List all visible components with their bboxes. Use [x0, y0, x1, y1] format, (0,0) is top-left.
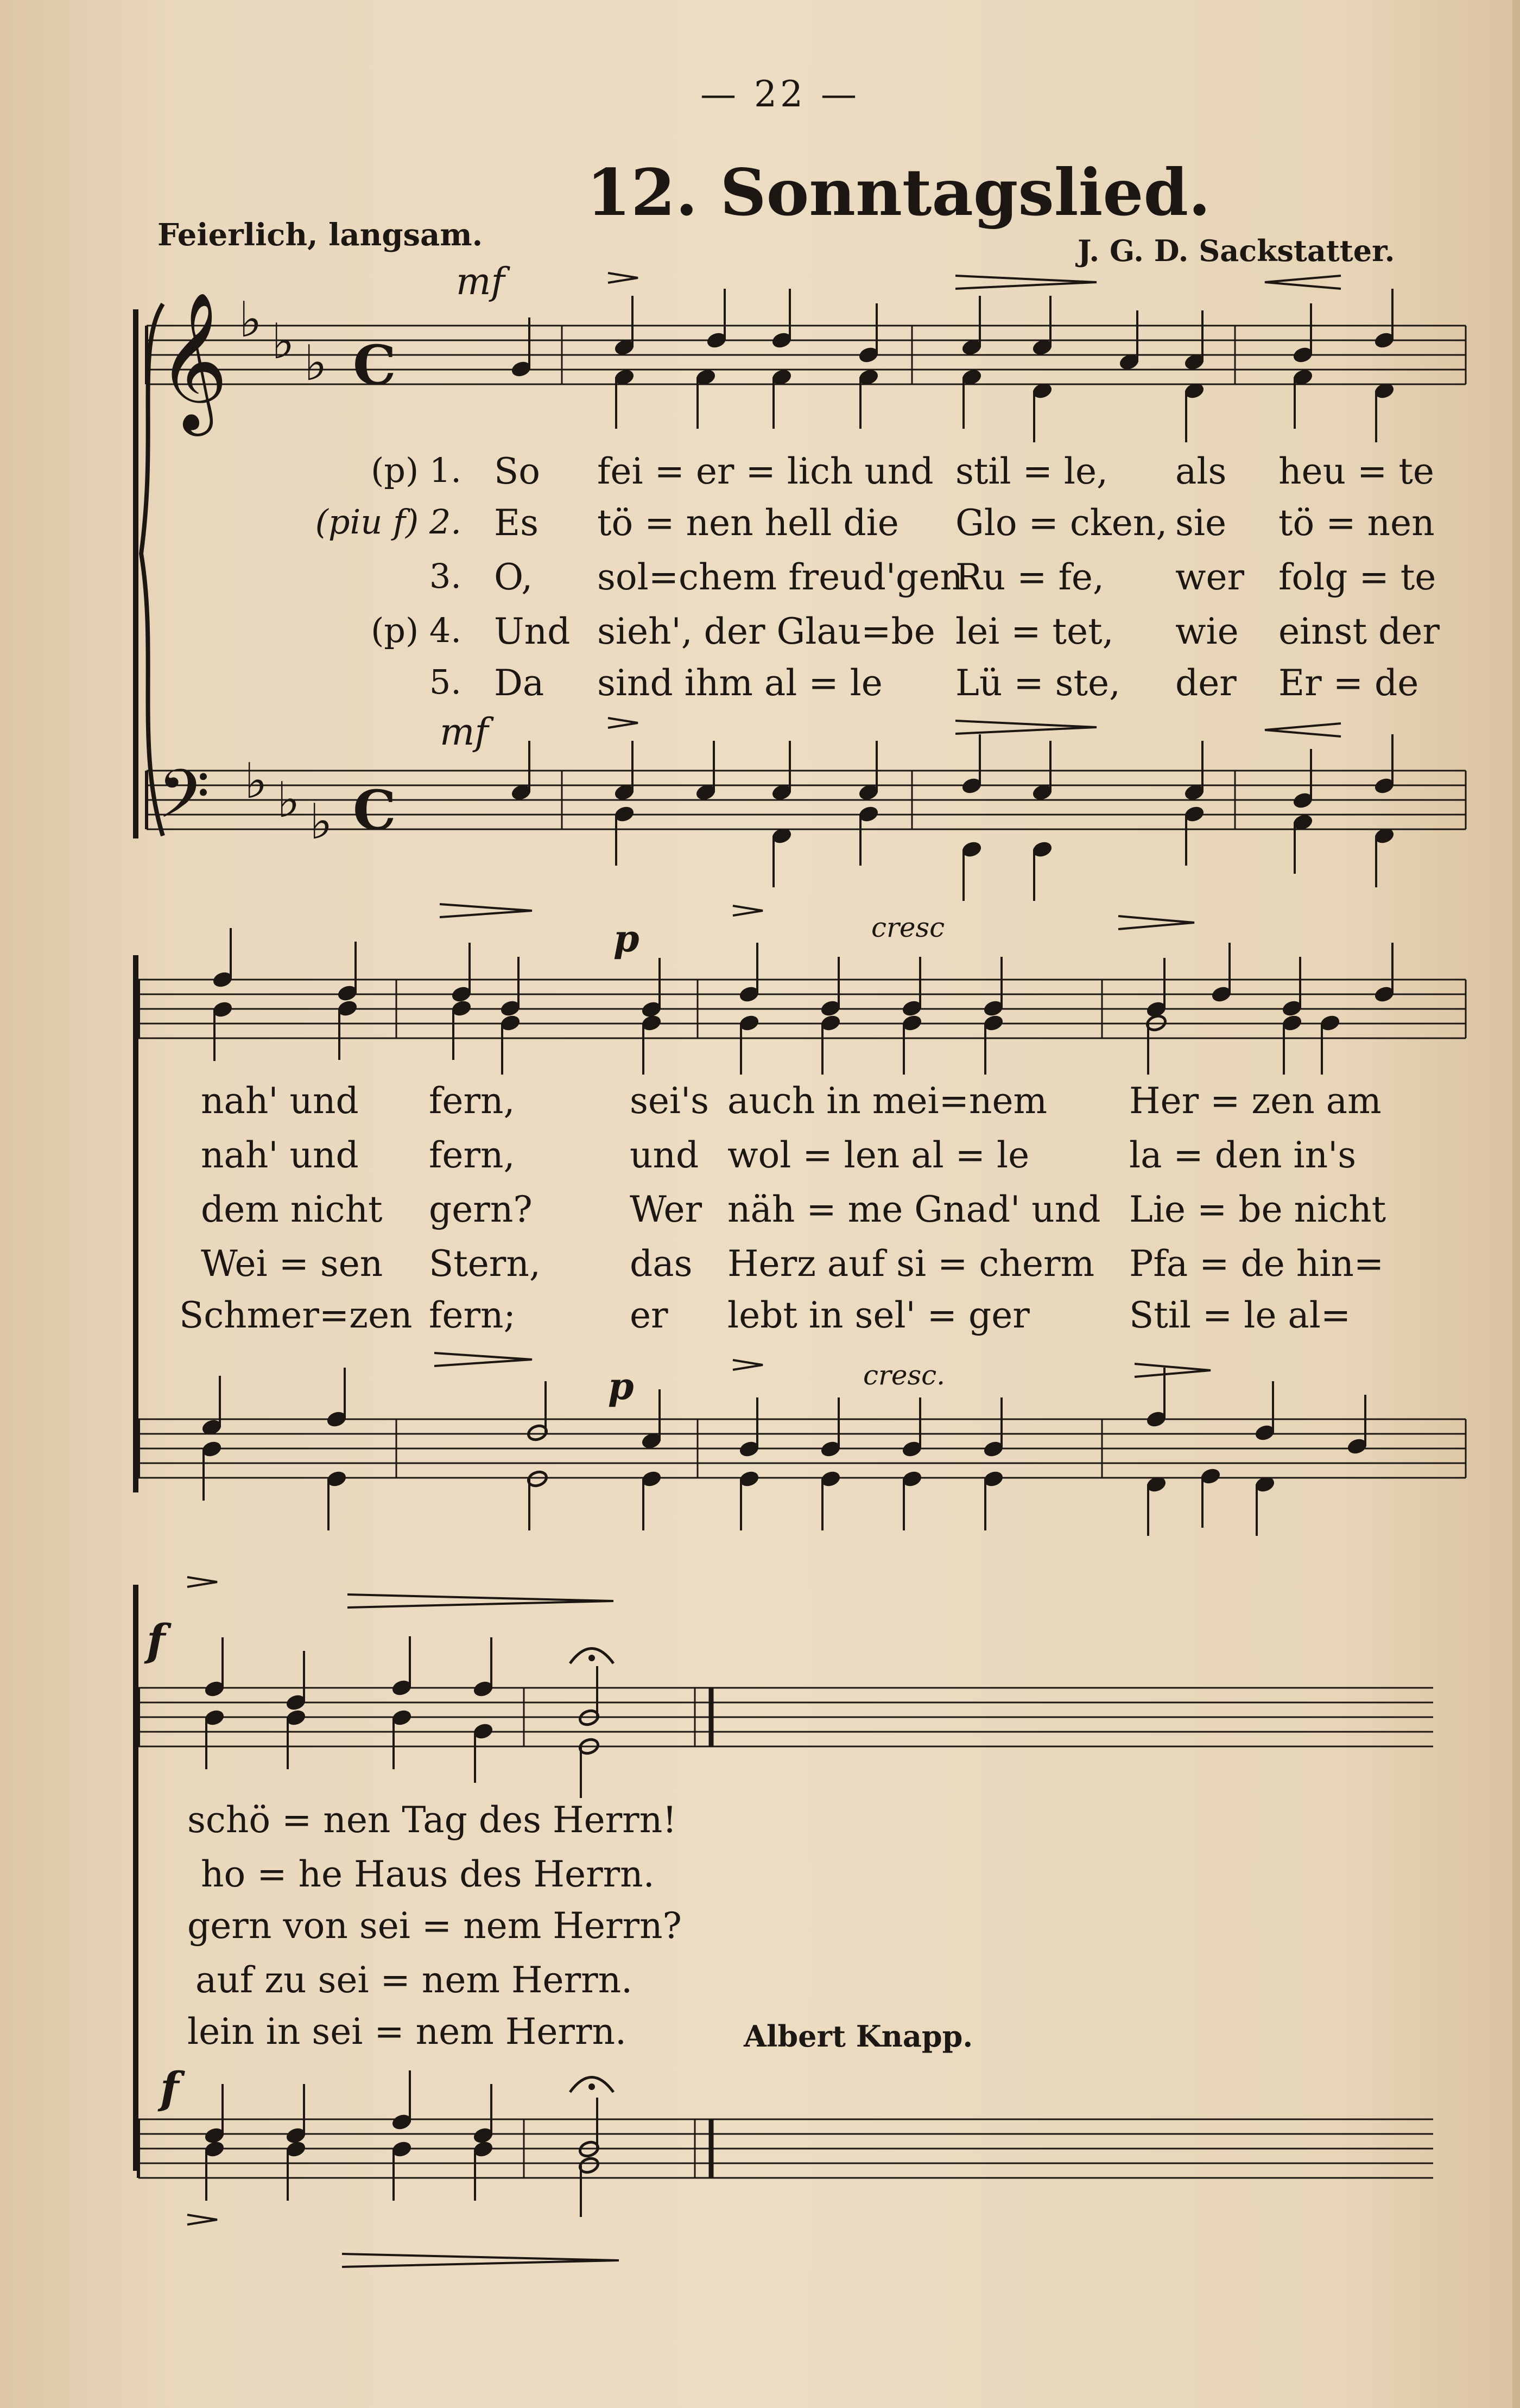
lyric-s1-v2-b: tö = nen hell die — [597, 502, 899, 544]
decrescendo-hairpin — [955, 721, 1097, 734]
dynamic-p-system2: p — [613, 917, 639, 961]
lyric-s2-v5-c: er — [630, 1294, 668, 1336]
flat-icon: ♭ — [309, 793, 333, 850]
lyric-s1-v2-d: sie — [1175, 502, 1227, 544]
lyric-s2-v3-d: näh = me Gnad' und — [727, 1189, 1101, 1230]
flat-icon: ♭ — [271, 313, 295, 370]
lyric-s1-v1-b: fei = er = lich und — [597, 450, 934, 492]
dynamic-mf-bass: mf — [440, 711, 489, 754]
song-title: 12. Sonntagslied. — [586, 155, 1211, 230]
fermata-dot — [588, 2083, 595, 2090]
accent-mark — [733, 906, 763, 916]
lyric-s2-v4-d: Herz auf si = cherm — [727, 1243, 1095, 1285]
lyric-s2-v4-a: Wei = sen — [201, 1243, 383, 1285]
verse-label-3: 3. — [429, 556, 461, 596]
accent-mark — [608, 273, 638, 283]
lyric-s1-v1-e: heu = te — [1278, 450, 1434, 492]
dynamic-cresc-system2: cresc — [871, 912, 945, 943]
lyric-s2-v2-c: und — [630, 1134, 699, 1176]
lyric-s2-v2-d: wol = len al = le — [727, 1134, 1030, 1176]
dynamic-f-system3: f — [147, 1615, 166, 1666]
lyric-s2-v1-e: Her = zen am — [1129, 1080, 1382, 1122]
lyric-s1-v4-b: sieh', der Glau=be — [597, 611, 935, 652]
flat-icon: ♭ — [277, 772, 300, 829]
lyric-s1-v5-c: Lü = ste, — [955, 662, 1121, 704]
lyric-s1-v3-a: O, — [494, 556, 533, 598]
decrescendo-hairpin — [1118, 916, 1194, 929]
lyric-s2-v2-a: nah' und — [201, 1134, 359, 1176]
lyric-s2-v2-b: fern, — [429, 1134, 515, 1176]
accent-mark — [733, 1360, 763, 1370]
lyric-s2-v4-b: Stern, — [429, 1243, 541, 1285]
page-number: — 22 — — [700, 73, 860, 115]
lyric-s2-v1-a: nah' und — [201, 1080, 359, 1122]
lyric-s1-v5-e: Er = de — [1278, 662, 1419, 704]
lyric-s2-v5-b: fern; — [429, 1294, 516, 1336]
flat-icon: ♭ — [304, 335, 327, 392]
lyric-s1-v3-e: folg = te — [1278, 556, 1436, 598]
lyric-s3-v4: auf zu sei = nem Herrn. — [195, 1959, 633, 2001]
dynamic-f-system3-bass: f — [160, 2062, 179, 2113]
flat-icon: ♭ — [244, 753, 268, 810]
verse-label-1: (p) 1. — [371, 450, 461, 490]
lyric-s1-v4-c: lei = tet, — [955, 611, 1114, 652]
decrescendo-hairpin — [434, 1353, 532, 1366]
lyric-s2-v5-a: Schmer=zen — [179, 1294, 413, 1336]
lyric-s2-v4-e: Pfa = de hin= — [1129, 1243, 1384, 1285]
lyric-s1-v5-a: Da — [494, 662, 544, 704]
verse-label-2: (piu f) 2. — [315, 502, 461, 542]
decrescendo-hairpin — [342, 2254, 619, 2267]
crescendo-hairpin — [1265, 723, 1341, 736]
lyric-s1-v4-a: Und — [494, 611, 571, 652]
lyric-s1-v1-c: stil = le, — [955, 450, 1109, 492]
lyric-s1-v2-a: Es — [494, 502, 539, 544]
lyric-s2-v3-e: Lie = be nicht — [1129, 1189, 1386, 1230]
lyric-s3-v3: gern von sei = nem Herrn? — [187, 1905, 682, 1947]
lyric-s1-v2-e: tö = nen — [1278, 502, 1435, 544]
fermata-dot — [588, 1655, 595, 1661]
lyric-s1-v5-d: der — [1175, 662, 1237, 704]
bass-clef-icon: 𝄢 — [157, 755, 210, 850]
common-time-icon: C — [353, 333, 396, 397]
crescendo-hairpin — [1265, 276, 1341, 289]
lyric-s1-v1-d: als — [1175, 450, 1227, 492]
lyric-s1-v3-c: Ru = fe, — [955, 556, 1104, 598]
verse-label-4: (p) 4. — [371, 611, 461, 650]
verse-label-5: 5. — [429, 662, 461, 702]
lyric-s1-v3-b: sol=chem freud'gen — [597, 556, 963, 598]
lyric-s2-v3-c: Wer — [630, 1189, 702, 1230]
dynamic-cresc-system2-bass: cresc. — [863, 1359, 946, 1391]
decrescendo-hairpin — [1135, 1364, 1211, 1377]
lyric-s1-v1-a: So — [494, 450, 540, 492]
lyric-s1-v5-b: sind ihm al = le — [597, 662, 883, 704]
decrescendo-hairpin — [347, 1594, 613, 1608]
treble-clef-icon: 𝄞 — [157, 291, 229, 430]
lyric-s1-v4-d: wie — [1175, 611, 1239, 652]
poet-credit: Albert Knapp. — [744, 2019, 973, 2054]
lyric-s1-v2-c: Glo = cken, — [955, 502, 1168, 544]
flat-icon: ♭ — [239, 291, 262, 348]
lyric-s2-v1-c: sei's — [630, 1080, 710, 1122]
dynamic-p-system2-bass: p — [608, 1365, 634, 1408]
lyric-s1-v4-e: einst der — [1278, 611, 1440, 652]
lyric-s2-v1-b: fern, — [429, 1080, 515, 1122]
lyric-s2-v3-b: gern? — [429, 1189, 533, 1230]
lyric-s2-v4-c: das — [630, 1243, 693, 1285]
lyric-s3-v1: schö = nen Tag des Herrn! — [187, 1799, 677, 1841]
decrescendo-hairpin — [955, 276, 1097, 289]
lyric-s1-v3-d: wer — [1175, 556, 1245, 598]
accent-mark — [187, 2215, 217, 2225]
accent-mark — [608, 718, 638, 728]
lyric-s2-v3-a: dem nicht — [201, 1189, 383, 1230]
accent-mark — [187, 1577, 217, 1587]
tempo-marking: Feierlich, langsam. — [157, 217, 483, 253]
dynamic-mf-treble: mf — [456, 261, 505, 303]
lyric-s2-v2-e: la = den in's — [1129, 1134, 1357, 1176]
lyric-s2-v1-d: auch in mei=nem — [727, 1080, 1048, 1122]
lyric-s3-v2: ho = he Haus des Herrn. — [201, 1853, 655, 1895]
lyric-s2-v5-e: Stil = le al= — [1129, 1294, 1351, 1336]
lyric-s2-v5-d: lebt in sel' = ger — [727, 1294, 1030, 1336]
common-time-icon: C — [353, 778, 396, 842]
decrescendo-hairpin — [440, 904, 532, 917]
lyric-s3-v5: lein in sei = nem Herrn. — [187, 2011, 626, 2053]
composer-credit: J. G. D. Sackstatter. — [1078, 233, 1395, 268]
